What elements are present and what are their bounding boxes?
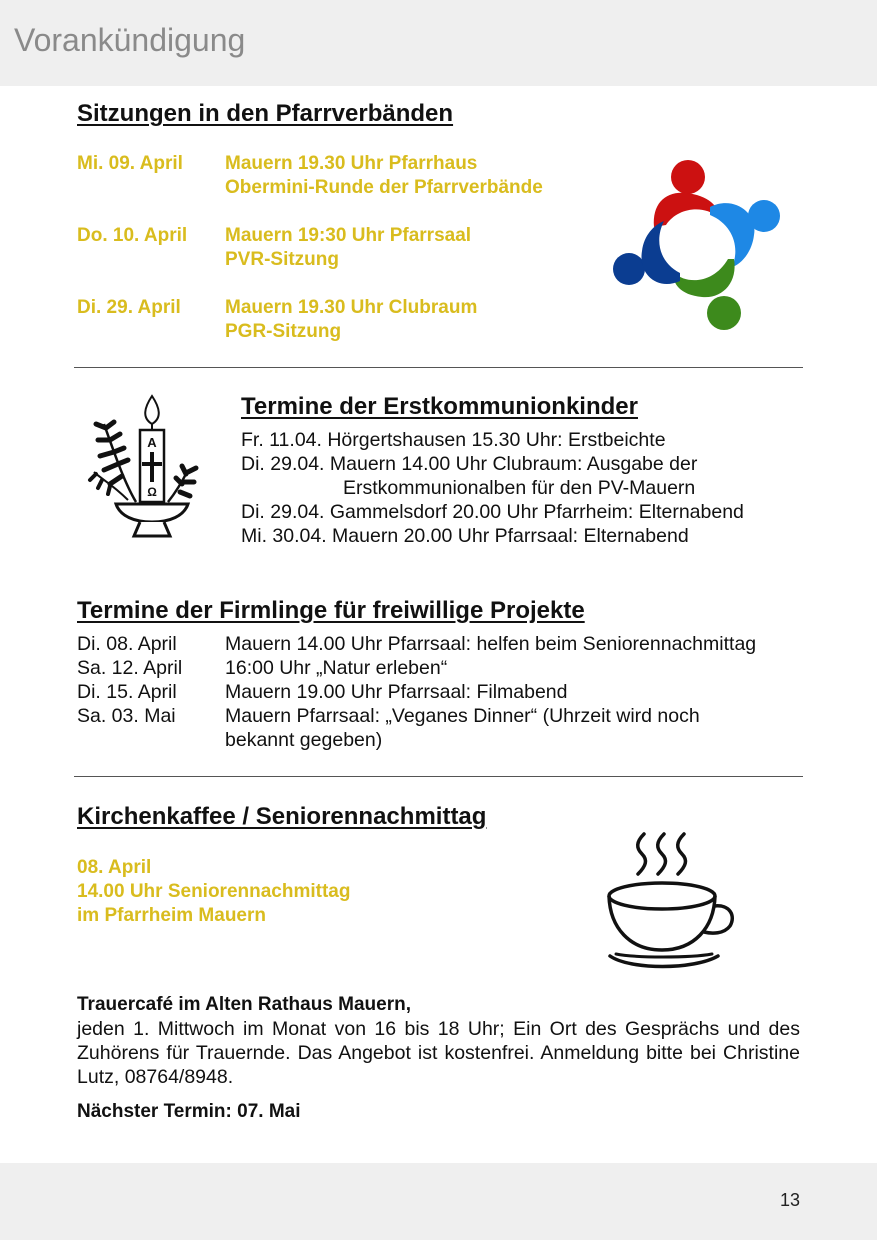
- event-line: PVR-Sitzung: [225, 249, 339, 270]
- event-line: 14.00 Uhr Seniorennachmittag: [77, 881, 351, 902]
- event-line: Mauern 19.30 Uhr Clubraum: [225, 297, 478, 318]
- section-heading-kirchenkaffee: Kirchenkaffee / Seniorennachmittag: [77, 803, 487, 830]
- communion-candle-icon: [84, 392, 202, 542]
- event-line: Obermini-Runde der Pfarrverbände: [225, 177, 543, 198]
- event-line: Mauern 19.00 Uhr Pfarrsaal: Filmabend: [225, 681, 568, 703]
- event-line: 16:00 Uhr „Natur erleben“: [225, 657, 448, 679]
- schedule-line: Di. 29.04. Mauern 14.00 Uhr Clubraum: Ausgabe der: [241, 453, 698, 475]
- section-heading-sitzungen: Sitzungen in den Pfarrverbänden: [77, 100, 454, 127]
- event-date: Di. 15. April: [77, 681, 177, 703]
- coffee-cup-icon: [600, 828, 740, 974]
- event-line: bekannt gegeben): [225, 729, 383, 751]
- event-line: Mauern 19.30 Uhr Pfarrhaus: [225, 153, 478, 174]
- event-line: im Pfarrheim Mauern: [77, 905, 266, 926]
- schedule-line: Fr. 11.04. Hörgertshausen 15.30 Uhr: Erstbeichte: [241, 429, 666, 451]
- event-date: Do. 10. April: [77, 225, 188, 246]
- section-heading-firmlinge: Termine der Firmlinge für freiwillige Projekte: [77, 597, 585, 624]
- trauercafe-body: jeden 1. Mittwoch im Monat von 16 bis 18 Uhr; Ein Ort des Gesprächs und des Zuhörens für Trauernde. Das Angebot ist kostenfrei. Anmeldung bitte bei Christine Lutz, 08764/8948.: [77, 1018, 800, 1088]
- event-line: Mauern 14.00 Uhr Pfarrsaal: helfen beim Seniorennachmittag: [225, 633, 757, 655]
- footer-band: [0, 1163, 877, 1240]
- event-line: PGR-Sitzung: [225, 321, 342, 342]
- event-line: Mauern Pfarrsaal: „Veganes Dinner“ (Uhrzeit wird noch: [225, 705, 700, 727]
- candle-omega: Ω: [147, 485, 157, 499]
- section-heading-erstkommunion: Termine der Erstkommunionkinder: [241, 393, 638, 420]
- event-date: Di. 29. April: [77, 297, 181, 318]
- event-line: Mauern 19:30 Uhr Pfarrsaal: [225, 225, 472, 246]
- event-date: Mi. 09. April: [77, 153, 183, 174]
- header-band: [0, 0, 877, 86]
- schedule-line: Di. 29.04. Gammelsdorf 20.00 Uhr Pfarrheim: Elternabend: [241, 501, 744, 523]
- event-date: Sa. 12. April: [77, 657, 183, 679]
- section-divider: [74, 776, 803, 777]
- event-date: Sa. 03. Mai: [77, 705, 176, 727]
- page-number: 13: [780, 1190, 801, 1210]
- schedule-line: Mi. 30.04. Mauern 20.00 Uhr Pfarrsaal: Elternabend: [241, 525, 689, 547]
- next-date: Nächster Termin: 07. Mai: [77, 1101, 301, 1122]
- event-date: Di. 08. April: [77, 633, 177, 655]
- candle-alpha: A: [147, 435, 157, 450]
- schedule-line: Erstkommunionalben für den PV-Mauern: [343, 477, 696, 499]
- community-people-logo-icon: [608, 155, 788, 333]
- page-title: Vorankündigung: [14, 22, 246, 58]
- trauercafe-title: Trauercafé im Alten Rathaus Mauern,: [77, 994, 412, 1015]
- event-line: 08. April: [77, 857, 152, 878]
- section-divider: [74, 367, 803, 368]
